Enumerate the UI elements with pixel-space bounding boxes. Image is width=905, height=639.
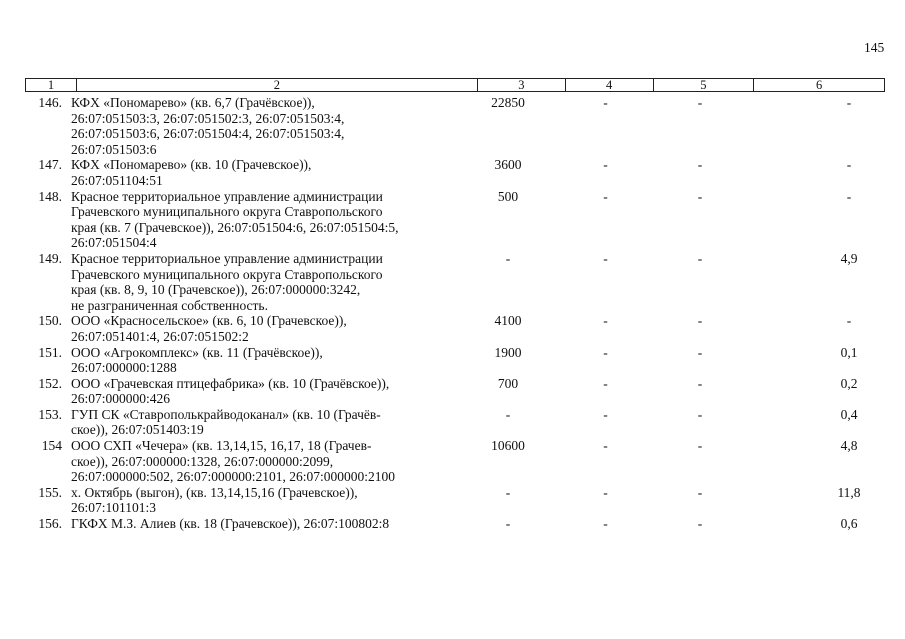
row-col-6: 0,4 [840, 406, 858, 422]
row-description: ООО «Агрокомплекс» (кв. 11 (Грачёвское)), 26:07:000000:1288 [71, 344, 323, 376]
row-col-5: - [697, 344, 703, 360]
row-col-5: - [697, 438, 703, 454]
row-col-5: - [697, 157, 703, 173]
row-col-3: - [505, 250, 511, 266]
row-col-6: 4,9 [840, 250, 858, 266]
row-description: Красное территориальное управление администрации Грачевского муниципального округа Ставропольского края (кв. 8, 9, 10 (Грачевское)), 26:07:000000:3242, не разграниченная собственность. [71, 250, 383, 313]
table-row [25, 438, 885, 485]
row-number: 146. [38, 95, 62, 110]
row-col-3: - [505, 484, 511, 500]
row-col-5: - [697, 95, 703, 110]
row-col-4: - [603, 484, 608, 500]
row-col-6: 11,8 [837, 484, 861, 500]
row-col-3: - [505, 516, 511, 532]
row-col-3: 22850 [491, 95, 525, 110]
row-col-5: - [697, 375, 703, 391]
table-row [25, 157, 885, 188]
row-col-6: - [846, 157, 852, 173]
row-col-3: 700 [497, 375, 519, 391]
row-description: ООО «Красносельское» (кв. 6, 10 (Грачевское)), 26:07:051401:4, 26:07:051502:2 [71, 313, 347, 344]
row-col-4: - [603, 375, 608, 391]
row-description: Красное территориальное управление администрации Грачевского муниципального округа Ставропольского края (кв. 7 (Грачевское)), 26:07:051504:6, 26:07:051504:5, 26:07:051504:4 [71, 188, 399, 251]
table-row [25, 516, 885, 532]
row-number: 153. [38, 406, 62, 422]
row-col-5: - [697, 313, 703, 329]
header-col-1: 1 [26, 79, 77, 91]
row-description: ООО СХП «Чечера» (кв. 13,14,15, 16,17, 18 (Грачев- ское)), 26:07:000000:1328, 26:07:000000:2099, 26:07:000000:502, 26:07:000000:2101, 26:07:000000:2100 [71, 438, 396, 485]
row-description: ООО «Грачевская птицефабрика» (кв. 10 (Грачёвское)), 26:07:000000:426 [71, 375, 390, 407]
row-col-6: 4,8 [840, 438, 858, 454]
row-number: 148. [38, 188, 62, 204]
row-col-4: - [603, 438, 608, 454]
row-description: КФХ «Пономарево» (кв. 10 (Грачевское)), 26:07:051104:51 [71, 157, 312, 188]
page-number: 145 [864, 40, 885, 55]
row-col-5: - [697, 516, 703, 532]
row-col-4: - [603, 157, 608, 173]
row-col-3: 4100 [494, 313, 522, 329]
row-col-3: 1900 [494, 344, 522, 360]
row-col-5: - [697, 406, 703, 422]
row-col-4: - [603, 313, 608, 329]
row-description: КФХ «Пономарево» (кв. 6,7 (Грачёвское)), 26:07:051503:3, 26:07:051502:3, 26:07:051503:4, 26:07:051503:6, 26:07:051504:4, 26:07:051503:4, 26:07:051503:6 [71, 95, 345, 157]
row-col-6: 0,6 [840, 516, 858, 532]
row-col-3: 10600 [491, 438, 525, 454]
header-col-4: 4 [566, 79, 654, 91]
row-col-6: - [846, 188, 852, 204]
row-number: 155. [38, 484, 62, 500]
row-number: 147. [38, 157, 62, 173]
row-number: 152. [38, 375, 62, 391]
row-number: 150. [38, 313, 62, 329]
table-header [25, 78, 885, 92]
table-row [25, 95, 885, 157]
table-row [25, 189, 885, 251]
row-col-3: 500 [497, 188, 519, 204]
row-description: ГУП СК «Ставрополькрайводоканал» (кв. 10 (Грачёв- ское)), 26:07:051403:19 [71, 406, 381, 438]
table-row [25, 313, 885, 344]
row-col-5: - [697, 484, 703, 500]
row-col-6: 0,1 [840, 344, 858, 360]
table-body [25, 95, 885, 532]
row-col-5: - [697, 188, 703, 204]
row-number: 151. [38, 344, 62, 360]
header-col-2: 2 [77, 79, 478, 91]
header-col-3: 3 [478, 79, 566, 91]
row-description: х. Октябрь (выгон), (кв. 13,14,15,16 (Грачевское)), 26:07:101101:3 [71, 484, 358, 516]
row-col-4: - [603, 516, 608, 532]
row-col-3: - [505, 406, 511, 422]
row-col-4: - [603, 95, 608, 110]
header-col-6: 6 [816, 78, 823, 92]
row-col-4: - [603, 188, 608, 204]
row-col-6: - [846, 313, 852, 329]
table-row [25, 485, 885, 516]
row-number: 156. [38, 516, 62, 532]
header-col-5: 5 [654, 79, 755, 91]
row-number: 149. [38, 250, 62, 266]
row-col-3: 3600 [494, 157, 522, 173]
table-row [25, 251, 885, 313]
row-col-4: - [603, 406, 608, 422]
table-row [25, 345, 885, 376]
row-col-4: - [603, 344, 608, 360]
row-col-6: 0,2 [840, 375, 858, 391]
row-number: 154 [41, 438, 62, 454]
row-col-5: - [697, 250, 703, 266]
row-col-6: - [846, 95, 852, 110]
row-description: ГКФХ М.З. Алиев (кв. 18 (Грачевское)), 26:07:100802:8 [71, 516, 390, 532]
row-col-4: - [603, 250, 608, 266]
table-row [25, 376, 885, 407]
table-row [25, 407, 885, 438]
